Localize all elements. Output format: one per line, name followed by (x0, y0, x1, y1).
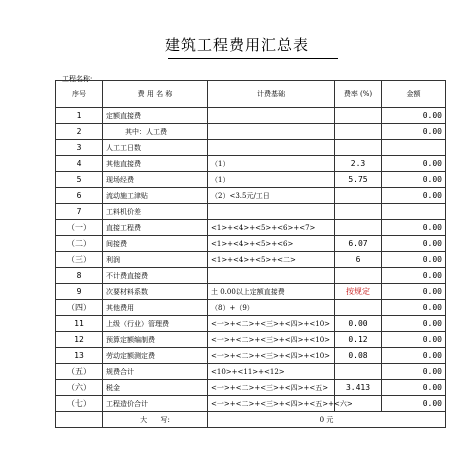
row-amount: 0.00 (382, 220, 446, 236)
table-row (56, 220, 446, 236)
row-rate (335, 300, 382, 316)
row-seq: 1 (56, 108, 103, 124)
total-in-words-value (208, 412, 446, 428)
row-name: 工料机价差 (103, 204, 208, 220)
header-rate: 费率 (%) (335, 81, 382, 108)
row-amount: 0.00 (382, 300, 446, 316)
row-seq: 7 (56, 204, 103, 220)
total-amount: 0 (319, 415, 325, 424)
header-seq: 序号 (56, 81, 103, 108)
title-underline (168, 58, 338, 59)
row-seq: 4 (56, 156, 103, 172)
row-basis: <一>+<二>+<三>+<四>+<五> (208, 380, 335, 396)
row-amount: 0.00 (382, 268, 446, 284)
row-basis: （2）<3.5元/工日 (208, 188, 335, 204)
row-name: 税金 (103, 380, 208, 396)
row-amount: 0.00 (382, 188, 446, 204)
row-rate: 按规定 (335, 284, 382, 300)
row-name: 不计费直接费 (103, 268, 208, 284)
row-basis: <一>+<二>+<三>+<四>+<五>+<六> (208, 396, 335, 412)
project-name-label: 工程名称: (62, 75, 93, 83)
row-seq: 11 (56, 316, 103, 332)
table-row (56, 140, 446, 156)
table-row (56, 236, 446, 252)
row-name: 次要材料系数 (103, 284, 208, 300)
row-seq: 3 (56, 140, 103, 156)
row-name: 定额直接费 (103, 108, 208, 124)
row-rate (335, 108, 382, 124)
row-seq: （五） (56, 364, 103, 380)
row-rate: 6 (335, 252, 382, 268)
row-rate: 0.08 (335, 348, 382, 364)
row-seq: 13 (56, 348, 103, 364)
row-name: 预算定额编制费 (103, 332, 208, 348)
row-basis: <一>+<二>+<三>+<四>+<10> (208, 332, 335, 348)
row-basis (208, 108, 335, 124)
row-amount: 0.00 (382, 108, 446, 124)
row-seq: 12 (56, 332, 103, 348)
row-basis: 土 0.00以上定额直接费 (208, 284, 335, 300)
header-basis: 计费基础 (208, 81, 335, 108)
row-basis: （1） (208, 156, 335, 172)
row-amount: 0.00 (382, 332, 446, 348)
table-row (56, 300, 446, 316)
row-amount: 0.00 (382, 348, 446, 364)
row-rate: 0.12 (335, 332, 382, 348)
row-name: 其他直接费 (103, 156, 208, 172)
row-basis (208, 204, 335, 220)
row-basis (208, 140, 335, 156)
header-amount: 金额 (382, 81, 446, 108)
row-name: 利润 (103, 252, 208, 268)
table-row (56, 348, 446, 364)
row-basis: <1>+<4>+<5>+<6> (208, 236, 335, 252)
row-basis (208, 124, 335, 140)
row-seq: （六） (56, 380, 103, 396)
table-row (56, 396, 446, 412)
row-rate: 2.3 (335, 156, 382, 172)
row-rate (335, 140, 382, 156)
row-rate: 6.07 (335, 236, 382, 252)
row-rate (335, 220, 382, 236)
row-name: 劳动定额测定费 (103, 348, 208, 364)
row-seq: 5 (56, 172, 103, 188)
row-basis (208, 268, 335, 284)
table-row (56, 332, 446, 348)
row-basis: <一>+<二>+<三>+<四>+<10> (208, 316, 335, 332)
table-row (56, 204, 446, 220)
row-seq: （二） (56, 236, 103, 252)
total-unit: 元 (326, 415, 334, 424)
table-row (56, 124, 446, 140)
table-header-row (56, 81, 446, 108)
table-row (56, 156, 446, 172)
row-amount: 0.00 (382, 380, 446, 396)
row-basis: <一>+<二>+<三>+<四>+<10> (208, 348, 335, 364)
row-seq: （七） (56, 396, 103, 412)
row-basis: <10>+<11>+<12> (208, 364, 335, 380)
row-name: 人工工日数 (103, 140, 208, 156)
row-rate (335, 364, 382, 380)
table-row (56, 108, 446, 124)
row-rate (335, 268, 382, 284)
row-name: 其他费用 (103, 300, 208, 316)
row-rate: 3.413 (335, 380, 382, 396)
table-row (56, 316, 446, 332)
row-seq: 8 (56, 268, 103, 284)
row-name: 直接工程费 (103, 220, 208, 236)
row-amount: 0.00 (382, 396, 446, 412)
page-title: 建筑工程费用汇总表 (164, 36, 309, 54)
row-name: 上级（行业）管理费 (103, 316, 208, 332)
row-basis: （8）+（9） (208, 300, 335, 316)
header-name: 费 用 名 称 (103, 81, 208, 108)
row-name: 其中：人工费 (103, 124, 208, 140)
row-name: 规费合计 (103, 364, 208, 380)
row-rate (335, 188, 382, 204)
row-rate: 5.75 (335, 172, 382, 188)
total-in-words-label: 大 写: (103, 412, 208, 428)
total-in-words-row (56, 412, 446, 428)
row-amount: 0.00 (382, 172, 446, 188)
row-basis: <1>+<4>+<5>+<二> (208, 252, 335, 268)
row-name: 现场经费 (103, 172, 208, 188)
row-amount: 0.00 (382, 236, 446, 252)
row-amount: 0.00 (382, 252, 446, 268)
row-name: 间接费 (103, 236, 208, 252)
row-basis: （1） (208, 172, 335, 188)
table-row (56, 268, 446, 284)
table-row (56, 188, 446, 204)
row-seq: 6 (56, 188, 103, 204)
table-row (56, 172, 446, 188)
row-rate: 0.00 (335, 316, 382, 332)
cost-summary-table (55, 80, 446, 428)
table-row (56, 252, 446, 268)
row-seq: 9 (56, 284, 103, 300)
row-basis: <1>+<4>+<5>+<6>+<7> (208, 220, 335, 236)
table-row (56, 364, 446, 380)
row-amount (382, 204, 446, 220)
row-seq: （一） (56, 220, 103, 236)
row-seq: 2 (56, 124, 103, 140)
row-rate (335, 124, 382, 140)
row-amount: 0.00 (382, 284, 446, 300)
row-amount: 0.00 (382, 316, 446, 332)
row-amount: 0.00 (382, 364, 446, 380)
row-name: 流动施工津贴 (103, 188, 208, 204)
row-seq: （三） (56, 252, 103, 268)
row-amount: 0.00 (382, 156, 446, 172)
row-name: 工程造价合计 (103, 396, 208, 412)
row-amount: 0.00 (382, 124, 446, 140)
table-row (56, 284, 446, 300)
table-row (56, 380, 446, 396)
row-seq: （四） (56, 300, 103, 316)
row-rate (335, 204, 382, 220)
row-amount (382, 140, 446, 156)
